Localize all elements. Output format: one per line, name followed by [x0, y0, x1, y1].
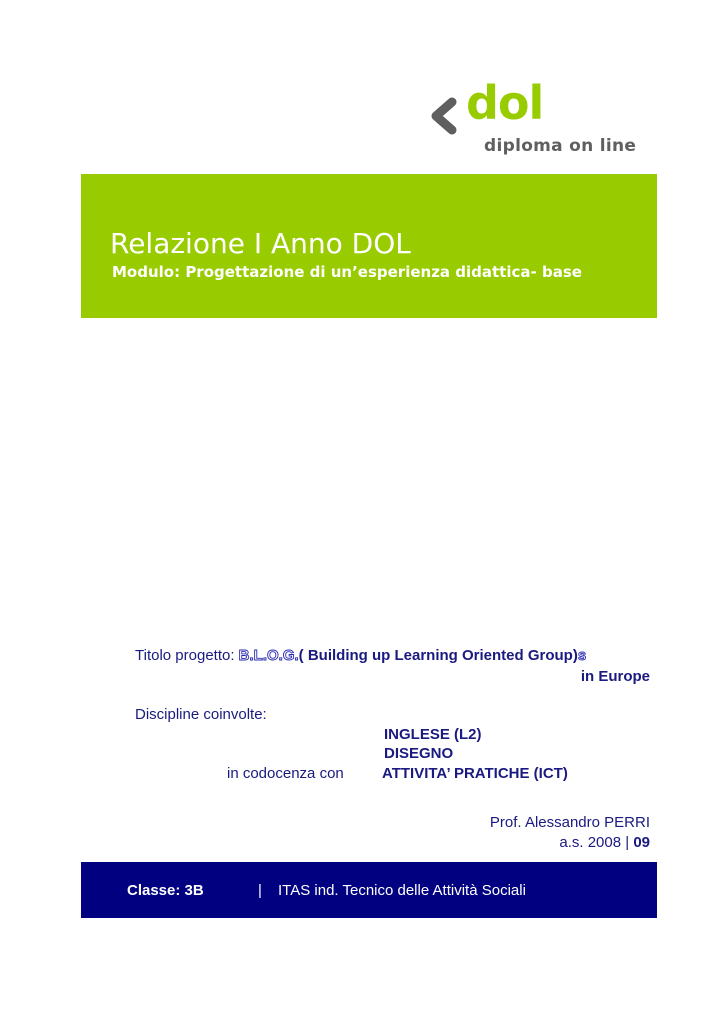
school-year	[559, 835, 650, 850]
page-title: Relazione I Anno DOL	[110, 227, 411, 260]
project-acronym: B.L.O.G.	[238, 647, 299, 664]
discipline-item-2: DISEGNO	[384, 745, 454, 762]
chevron-left-icon	[428, 96, 458, 136]
disciplines-label: Discipline coinvolte:	[135, 706, 267, 723]
school-year-prefix: a.s. 2008 |	[559, 834, 630, 851]
footer-separator: |	[258, 882, 262, 899]
discipline-item-1: INGLESE (L2)	[384, 726, 482, 743]
codocenza-label: in codocenza con	[227, 765, 344, 782]
codocenza-item: ATTIVITA’ PRATICHE (ICT)	[382, 765, 568, 782]
logo-tagline: diploma on line	[484, 136, 637, 156]
logo-wordmark: dol	[466, 76, 544, 130]
school-name: ITAS ind. Tecnico delle Attività Sociali	[278, 882, 526, 899]
project-line-2: in Europe	[580, 668, 650, 685]
page-subtitle: Modulo: Progettazione di un’esperienza didattica- base	[112, 263, 582, 281]
project-line	[135, 648, 586, 663]
school-year-suffix: 09	[633, 834, 650, 851]
class-label: Classe: 3B	[127, 882, 204, 899]
dol-logo	[428, 76, 658, 166]
author-name: Prof. Alessandro PERRI	[489, 814, 650, 831]
project-title-suffix: s	[577, 647, 587, 664]
project-label: Titolo progetto:	[135, 647, 235, 664]
project-title: ( Building up Learning Oriented Group)	[298, 647, 578, 664]
